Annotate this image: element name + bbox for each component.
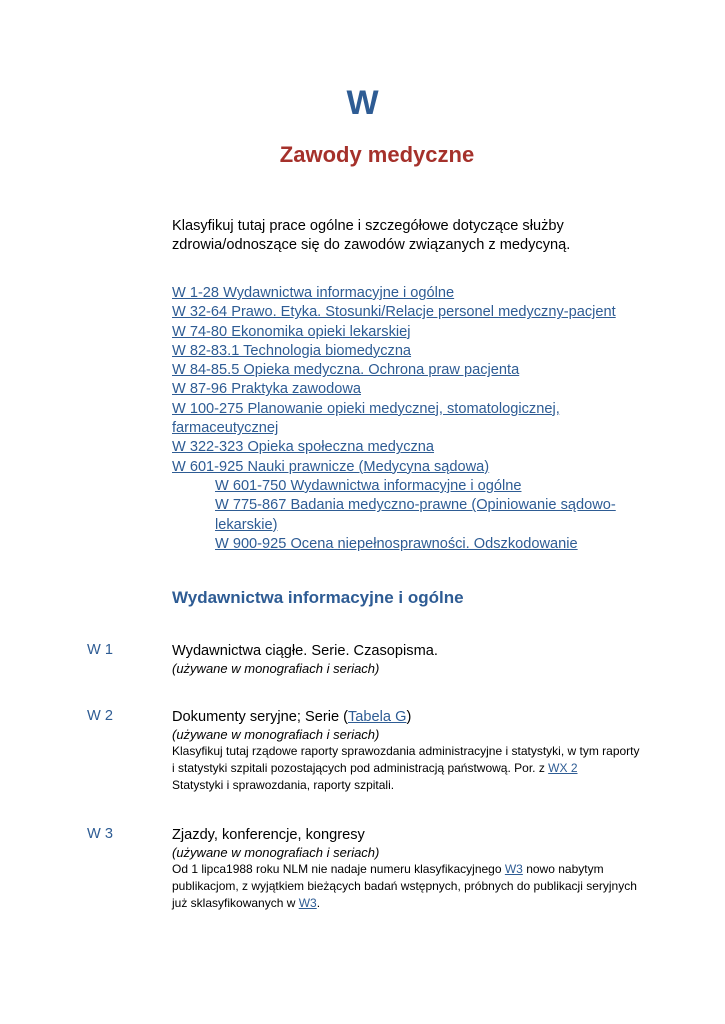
entry-note-text: Klasyfikuj tutaj rządowe raporty sprawozdania administracyjne i statystyki, w tym raporty i statystyki szpitali pozostających pod administracją państwową. Por. z (172, 744, 640, 775)
toc-link-w322-323[interactable]: W 322-323 Opieka społeczna medyczna (172, 439, 435, 456)
toc-link-w100-275[interactable]: W 100-275 Planowanie opieki medycznej, stomatologicznej, farmaceutycznej (172, 400, 560, 437)
wx2-link[interactable]: WX 2 (548, 761, 578, 775)
table-of-contents (172, 284, 642, 554)
entry-title-end: ) (406, 709, 412, 725)
w3-link-2[interactable]: W3 (298, 896, 317, 910)
entry-code: W 2 (87, 708, 113, 724)
section-heading: Wydawnictwa informacyjne i ogólne (172, 588, 464, 607)
toc-link-w82-83[interactable]: W 82-83.1 Technologia biomedyczna (172, 342, 412, 359)
tabela-g-link[interactable]: Tabela G (348, 709, 407, 725)
chapter-title: Zawody medyczne (279, 142, 475, 167)
toc-link-w601-925[interactable]: W 601-925 Nauki prawnicze (Medycyna sądowa) (172, 458, 490, 475)
toc-link-w74-80[interactable]: W 74-80 Ekonomika opieki lekarskiej (172, 323, 411, 340)
intro-paragraph: Klasyfikuj tutaj prace ogólne i szczegółowe dotyczące służby zdrowia/odnoszące się do zawodów związanych z medycyną. (172, 218, 571, 253)
entry-title-text: Dokumenty seryjne; Serie ( (172, 709, 349, 725)
entry-note (172, 861, 642, 912)
entry-usage: (używane w monografiach i seriach) (172, 727, 380, 742)
entry-note-text: Od 1 lipca1988 roku NLM nie nadaje numeru klasyfikacyjnego (172, 862, 505, 876)
entry-usage: (używane w monografiach i seriach) (172, 661, 380, 676)
entry-code: W 1 (87, 642, 113, 658)
entry-note-end: Statystyki i sprawozdania, raporty szpitali. (172, 778, 395, 792)
toc-sublink-w900-925[interactable]: W 900-925 Ocena niepełnosprawności. Odszkodowanie (215, 535, 578, 552)
toc-link-w1-28[interactable]: W 1-28 Wydawnictwa informacyjne i ogólne (172, 285, 455, 301)
toc-sublink-w775-867[interactable]: W 775-867 Badania medyczno-prawne (Opiniowanie sądowo-lekarskie) (215, 497, 616, 533)
toc-link-w84-85[interactable]: W 84-85.5 Opieka medyczna. Ochrona praw pacjenta (172, 362, 520, 379)
entry-title: Wydawnictwa ciągłe. Serie. Czasopisma. (172, 643, 438, 659)
w3-link[interactable]: W3 (504, 862, 523, 876)
toc-link-w32-64[interactable]: W 32-64 Prawo. Etyka. Stosunki/Relacje personel medyczny-pacjent (172, 304, 616, 321)
entry-note (172, 743, 642, 794)
entry-usage: (używane w monografiach i seriach) (172, 845, 380, 860)
chapter-letter: W (346, 84, 379, 122)
entry-title (172, 708, 642, 726)
entry-note-middle: nowo nabytym publikacjom, z wyjątkiem bieżących badań wstępnych, próbnych do publikacji seryjnych już sklasyfikowanych w (172, 862, 637, 910)
toc-sublink-w601-750[interactable]: W 601-750 Wydawnictwa informacyjne i ogólne (215, 477, 522, 494)
entry-note-end: . (316, 896, 321, 910)
entry-title: Zjazdy, konferencje, kongresy (172, 827, 365, 843)
entry-code: W 3 (87, 826, 113, 842)
toc-link-w87-96[interactable]: W 87-96 Praktyka zawodowa (172, 381, 361, 398)
